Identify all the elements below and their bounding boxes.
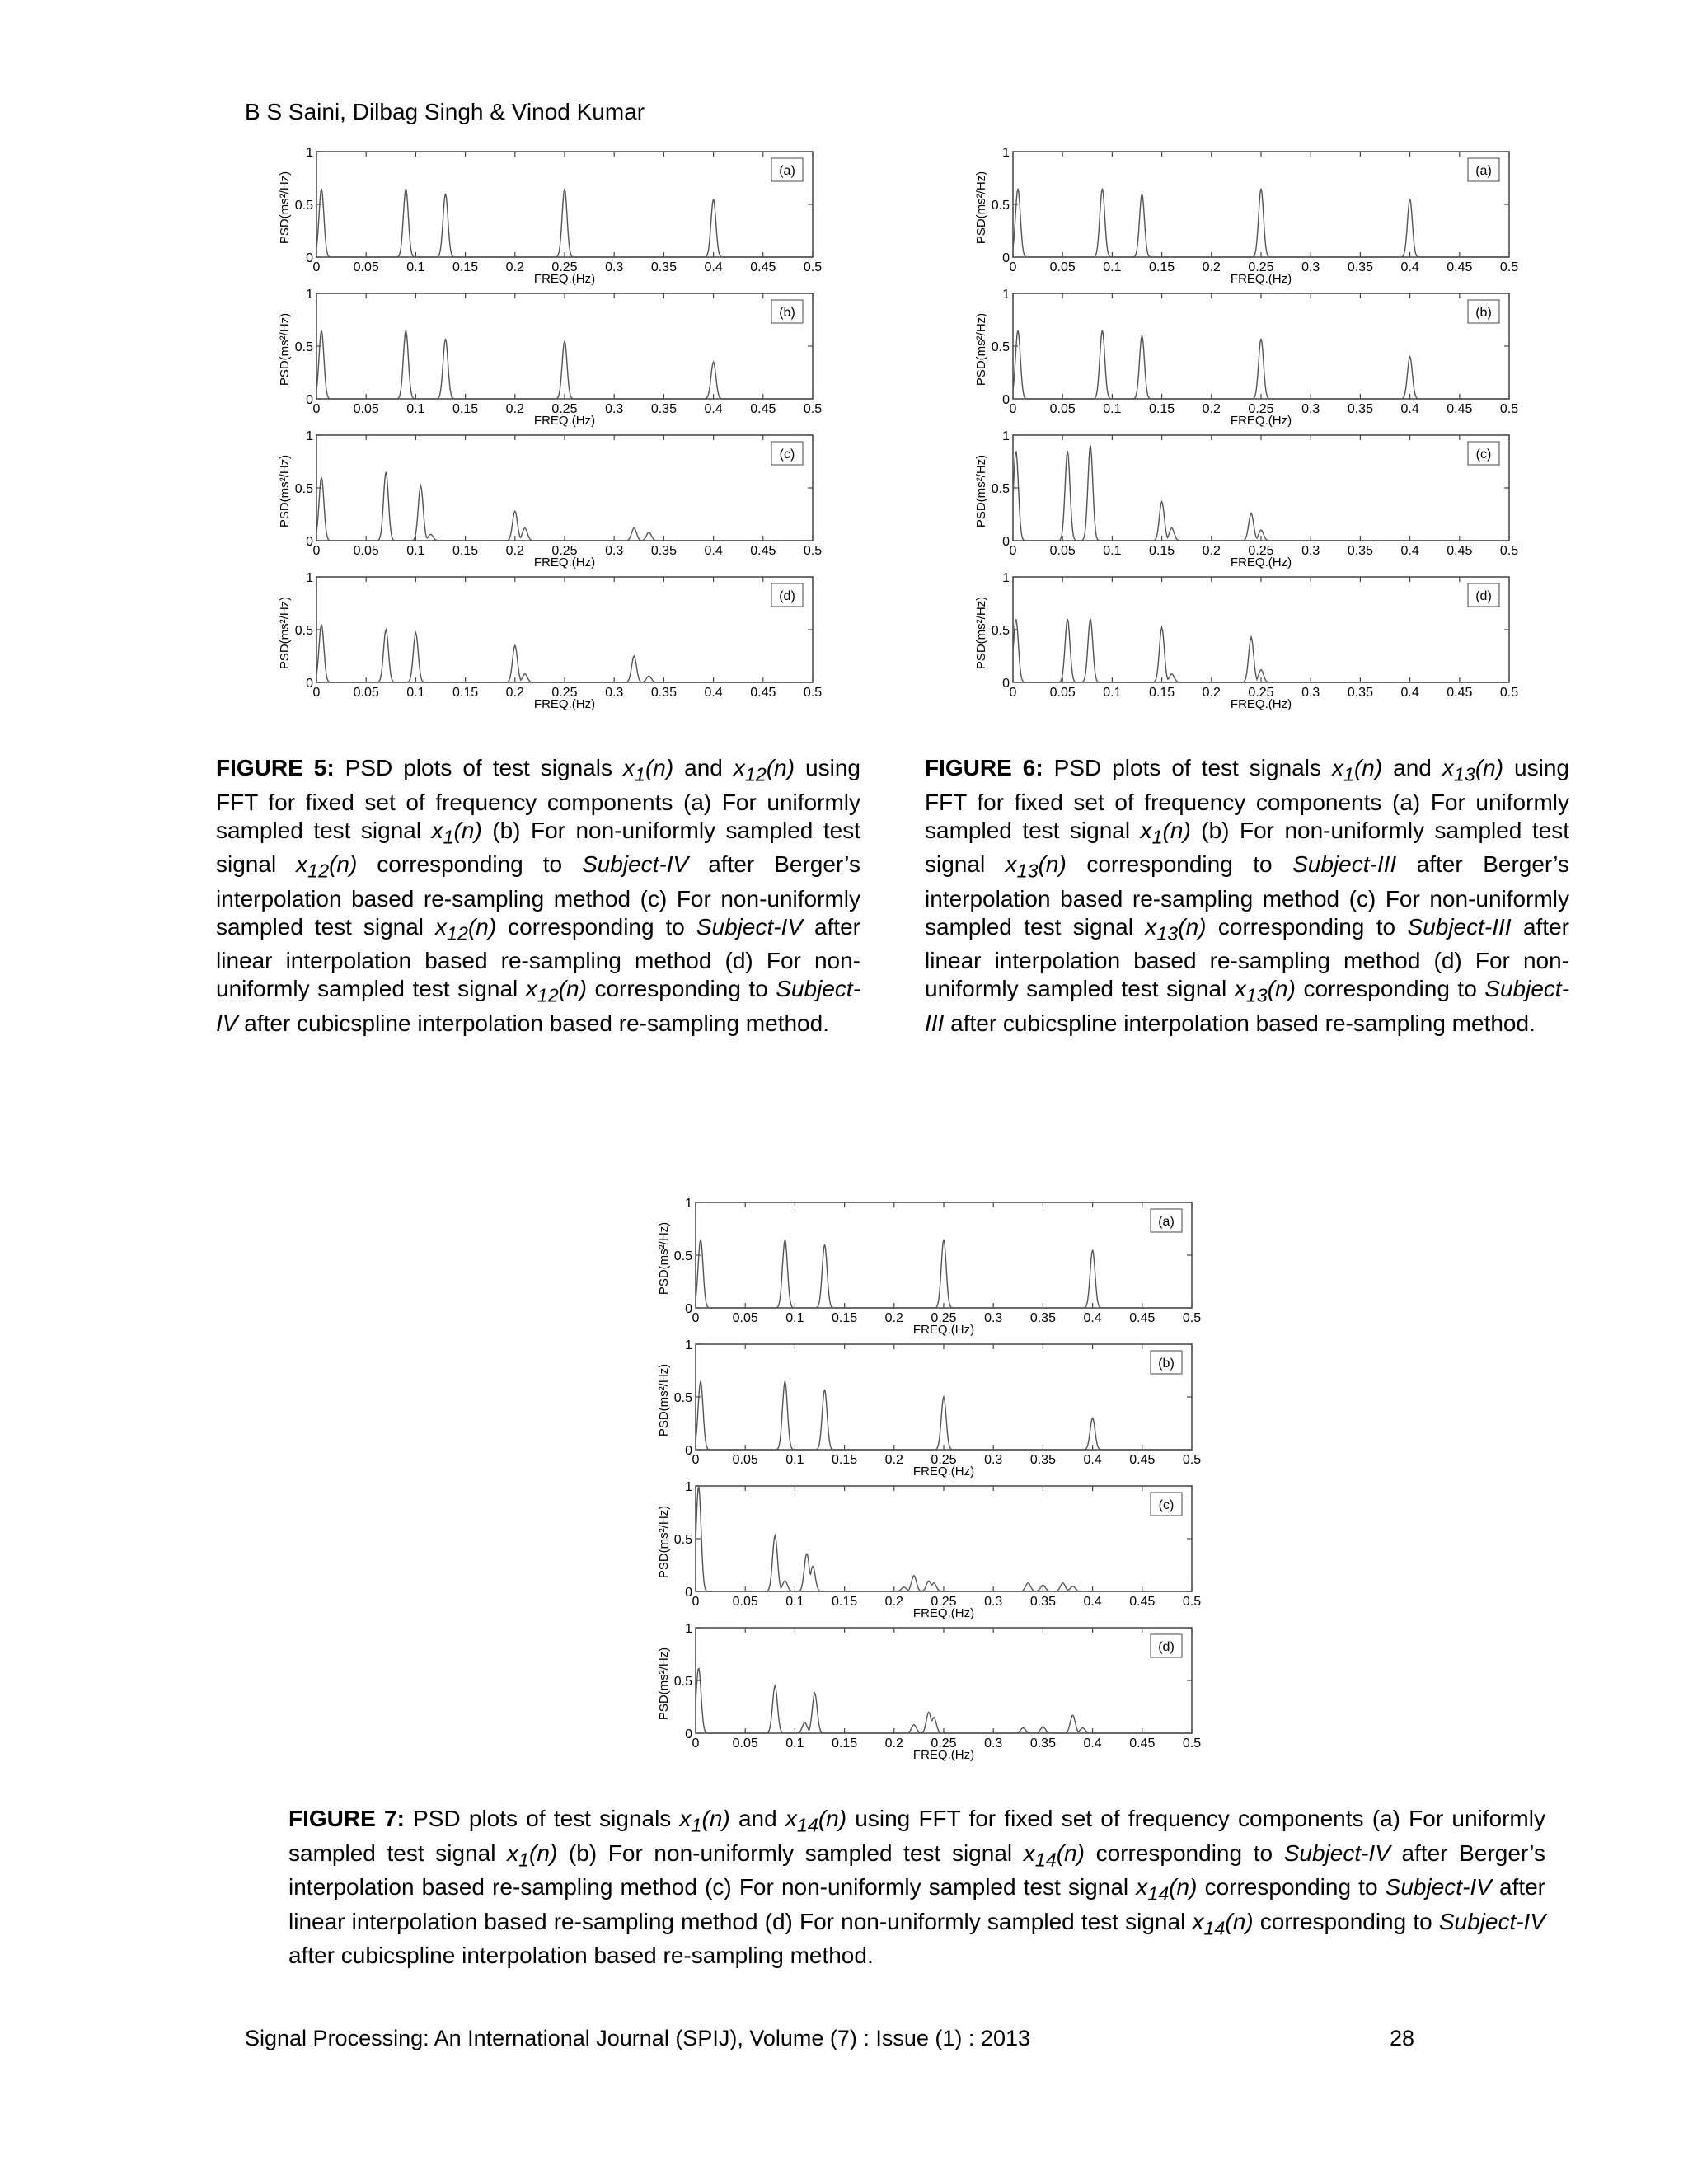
y-tick-label: 1	[1002, 429, 1010, 443]
panel-label: (d)	[1475, 589, 1492, 603]
x-tick-label: 0.15	[452, 260, 479, 274]
figure-5-label: FIGURE 5:	[216, 755, 335, 780]
x-tick-label: 0.05	[1049, 686, 1076, 700]
y-tick-label: 1	[306, 288, 313, 302]
psd-series-line	[1013, 189, 1509, 257]
x-tick-label: 0.45	[750, 686, 776, 700]
plot-frame	[696, 1628, 1192, 1733]
psd-series-line	[1013, 330, 1509, 399]
y-tick-label: 1	[685, 1197, 692, 1211]
x-tick-label: 0.3	[984, 1311, 1003, 1325]
y-tick-label: 0.5	[294, 482, 313, 496]
y-tick-label: 0	[685, 1302, 692, 1316]
x-tick-label: 0.45	[750, 544, 776, 558]
x-tick-label: 0.25	[1248, 686, 1274, 700]
x-tick-label: 0.4	[1400, 402, 1419, 416]
figure-5-plots	[256, 140, 823, 711]
x-tick-label: 0	[692, 1595, 700, 1609]
plot-frame	[316, 577, 813, 682]
x-tick-label: 0	[312, 260, 321, 274]
x-tick-label: 0.2	[884, 1595, 903, 1609]
psd-series-line	[316, 330, 813, 399]
x-tick-label: 0.2	[505, 260, 524, 274]
y-axis-label: PSD(ms²/Hz)	[657, 1505, 671, 1579]
y-tick-label: 0	[306, 251, 313, 265]
x-tick-label: 0.3	[984, 1595, 1003, 1609]
x-tick-label: 0	[692, 1311, 700, 1325]
y-tick-label: 1	[306, 429, 313, 443]
x-axis-label: FREQ.(Hz)	[1230, 272, 1292, 286]
x-tick-label: 0	[1009, 686, 1017, 700]
figure-7-label: FIGURE 7:	[288, 1806, 405, 1831]
x-tick-label: 0.1	[406, 260, 425, 274]
x-tick-label: 0.05	[732, 1736, 758, 1750]
figure-6-plots	[952, 140, 1519, 711]
psd-plot-fig7-c	[635, 1474, 1202, 1620]
figure-5-caption-text: PSD plots of test signals $x_1(n)$ and $x_{12}(n)$ using FFT for fixed set of frequency components (a) For uniformly sampled test signal $x_1(n)$ (b) For non-uniformly sampled test signal $x_{12}(n)$ corresponding to Subject-IV after Berger’s interpolation based re-sampling method (c) For non-uniformly sampled test signal $x_{12}(n)$ corresponding to Subject-IV after linear interpolation based re-sampling method (d) For non-uniformly sampled test signal $x_{12}(n)$ corresponding to Subject-IV after cubicspline interpolation based re-sampling method.	[216, 755, 861, 1036]
x-tick-label: 0.35	[650, 260, 677, 274]
x-tick-label: 0.25	[931, 1595, 957, 1609]
x-tick-label: 0.2	[1202, 686, 1221, 700]
y-axis-label: PSD(ms²/Hz)	[974, 454, 988, 528]
psd-plot-fig7-b	[635, 1333, 1202, 1479]
x-tick-label: 0	[312, 544, 321, 558]
x-tick-label: 0.2	[884, 1453, 903, 1467]
y-axis-label: PSD(ms²/Hz)	[278, 596, 292, 670]
y-tick-label: 0	[306, 535, 313, 549]
x-axis-label: FREQ.(Hz)	[533, 697, 596, 711]
panel-label: (b)	[1158, 1357, 1175, 1371]
y-tick-label: 0.5	[991, 199, 1010, 213]
y-axis-label: PSD(ms²/Hz)	[974, 312, 988, 387]
x-tick-label: 0.4	[704, 402, 723, 416]
y-tick-label: 0.5	[294, 624, 313, 638]
x-tick-label: 0.45	[1447, 260, 1473, 274]
y-axis-label: PSD(ms²/Hz)	[278, 454, 292, 528]
x-tick-label: 0.05	[353, 402, 379, 416]
psd-series-line	[1013, 619, 1509, 682]
psd-plot-fig5-d	[256, 565, 823, 711]
x-tick-label: 0.1	[1103, 686, 1122, 700]
x-tick-label: 0	[312, 686, 321, 700]
figure-6-caption	[925, 754, 1569, 1038]
y-tick-label: 0	[1002, 251, 1010, 265]
x-axis-label: FREQ.(Hz)	[912, 1323, 975, 1337]
y-tick-label: 0.5	[294, 340, 313, 354]
panel-label: (b)	[1475, 306, 1492, 320]
x-tick-label: 0.4	[1083, 1736, 1102, 1750]
x-tick-label: 0.2	[505, 544, 524, 558]
x-axis-label: FREQ.(Hz)	[912, 1748, 975, 1762]
x-tick-label: 0	[692, 1736, 700, 1750]
x-tick-label: 0.5	[1182, 1595, 1202, 1609]
y-axis-label: PSD(ms²/Hz)	[657, 1363, 671, 1437]
psd-series-line	[1013, 447, 1509, 541]
x-tick-label: 0.1	[785, 1736, 804, 1750]
x-tick-label: 0.35	[1029, 1453, 1056, 1467]
y-tick-label: 0	[306, 393, 313, 407]
x-tick-label: 0.35	[650, 402, 677, 416]
plot-frame	[1013, 577, 1509, 682]
x-tick-label: 0.3	[1301, 544, 1320, 558]
x-tick-label: 0.35	[1347, 686, 1373, 700]
panel-label: (b)	[779, 306, 795, 320]
x-tick-label: 0.25	[551, 544, 578, 558]
figure-5-caption	[216, 754, 860, 1038]
x-tick-label: 0.1	[406, 544, 425, 558]
x-tick-label: 0.2	[505, 686, 524, 700]
plot-frame	[696, 1202, 1192, 1308]
x-tick-label: 0.15	[452, 686, 479, 700]
panel-label: (a)	[779, 164, 795, 178]
x-tick-label: 0.3	[984, 1453, 1003, 1467]
x-tick-label: 0.1	[1103, 402, 1122, 416]
psd-series-line	[696, 1668, 1192, 1733]
y-tick-label: 1	[306, 146, 313, 160]
x-tick-label: 0.1	[1103, 260, 1122, 274]
y-axis-label: PSD(ms²/Hz)	[278, 312, 292, 387]
y-tick-label: 1	[1002, 146, 1010, 160]
psd-series-line	[696, 1487, 1192, 1591]
psd-plot-fig6-b	[952, 282, 1519, 428]
x-tick-label: 0.4	[1400, 686, 1419, 700]
x-tick-label: 0.05	[1049, 402, 1076, 416]
x-tick-label: 0.4	[1083, 1453, 1102, 1467]
y-tick-label: 0	[1002, 393, 1010, 407]
panel-label: (a)	[1475, 164, 1492, 178]
x-tick-label: 0.35	[1029, 1311, 1056, 1325]
y-tick-label: 0.5	[294, 199, 313, 213]
x-tick-label: 0.25	[931, 1453, 957, 1467]
running-header: B S Saini, Dilbag Singh & Vinod Kumar	[245, 99, 645, 124]
figure-7-plots	[635, 1191, 1202, 1762]
figure-7-caption-text: PSD plots of test signals $x_1(n)$ and $x_{14}(n)$ using FFT for fixed set of frequency components (a) For uniformly sampled test signal $x_1(n)$ (b) For non-uniformly sampled test signal $x_{14}(n)$ corresponding to Subject-IV after Berger’s interpolation based re-sampling method (c) For non-uniformly sampled test signal $x_{14}(n)$ corresponding to Subject-IV after linear interpolation based re-sampling method (d) For non-uniformly sampled test signal $x_{14}(n)$ corresponding to Subject-IV after cubicspline interpolation based re-sampling method.	[288, 1806, 1546, 1969]
x-tick-label: 0	[1009, 260, 1017, 274]
y-tick-label: 0	[306, 677, 313, 691]
x-tick-label: 0.4	[704, 686, 723, 700]
x-tick-label: 0.1	[406, 402, 425, 416]
x-axis-label: FREQ.(Hz)	[1230, 414, 1292, 428]
x-tick-label: 0.45	[1129, 1595, 1156, 1609]
y-tick-label: 0.5	[991, 482, 1010, 496]
x-tick-label: 0.2	[884, 1311, 903, 1325]
x-tick-label: 0.15	[1149, 260, 1175, 274]
plot-frame	[696, 1486, 1192, 1591]
y-tick-label: 0.5	[673, 1249, 692, 1263]
x-axis-label: FREQ.(Hz)	[912, 1606, 975, 1620]
x-tick-label: 0.5	[1182, 1311, 1202, 1325]
x-tick-label: 0.15	[1149, 544, 1175, 558]
y-axis-label: PSD(ms²/Hz)	[657, 1221, 671, 1296]
x-tick-label: 0.05	[353, 260, 379, 274]
psd-plot-fig5-b	[256, 282, 823, 428]
x-tick-label: 0.45	[1447, 544, 1473, 558]
x-tick-label: 0.2	[1202, 544, 1221, 558]
x-tick-label: 0.15	[832, 1595, 858, 1609]
x-tick-label: 0.3	[605, 402, 624, 416]
x-tick-label: 0.4	[1083, 1311, 1102, 1325]
x-tick-label: 0	[312, 402, 321, 416]
psd-plot-fig5-c	[256, 424, 823, 569]
x-tick-label: 0.05	[732, 1311, 758, 1325]
x-tick-label: 0.3	[1301, 260, 1320, 274]
plot-frame	[316, 152, 813, 257]
y-tick-label: 0	[1002, 535, 1010, 549]
x-tick-label: 0.15	[832, 1311, 858, 1325]
y-tick-label: 1	[685, 1480, 692, 1494]
x-tick-label: 0.05	[732, 1595, 758, 1609]
x-tick-label: 0.25	[1248, 402, 1274, 416]
x-tick-label: 0.4	[1083, 1595, 1102, 1609]
x-tick-label: 0.35	[650, 544, 677, 558]
x-axis-label: FREQ.(Hz)	[533, 414, 596, 428]
x-tick-label: 0.25	[1248, 544, 1274, 558]
psd-plot-fig6-c	[952, 424, 1519, 569]
footer-page-number: 28	[1390, 2026, 1415, 2050]
x-axis-label: FREQ.(Hz)	[533, 555, 596, 569]
x-tick-label: 0.15	[1149, 402, 1175, 416]
psd-plot-fig6-d	[952, 565, 1519, 711]
y-tick-label: 0.5	[673, 1391, 692, 1405]
x-tick-label: 0.4	[704, 544, 723, 558]
x-tick-label: 0.5	[803, 686, 823, 700]
x-tick-label: 0.05	[353, 686, 379, 700]
x-axis-label: FREQ.(Hz)	[1230, 697, 1292, 711]
panel-label: (d)	[1158, 1640, 1175, 1654]
y-axis-label: PSD(ms²/Hz)	[974, 171, 988, 245]
x-tick-label: 0.3	[605, 686, 624, 700]
x-tick-label: 0.5	[1499, 260, 1519, 274]
x-tick-label: 0.1	[1103, 544, 1122, 558]
x-tick-label: 0.05	[1049, 260, 1076, 274]
x-tick-label: 0.45	[1129, 1736, 1156, 1750]
x-tick-label: 0.2	[884, 1736, 903, 1750]
x-tick-label: 0.15	[452, 544, 479, 558]
x-tick-label: 0.1	[785, 1595, 804, 1609]
figure-7-caption	[288, 1805, 1545, 1970]
y-tick-label: 1	[306, 571, 313, 585]
x-tick-label: 0.5	[1499, 544, 1519, 558]
x-tick-label: 0.35	[1347, 544, 1373, 558]
y-tick-label: 0	[685, 1586, 692, 1600]
x-tick-label: 0.35	[1347, 402, 1373, 416]
psd-plot-fig7-d	[635, 1616, 1202, 1762]
x-tick-label: 0.25	[931, 1311, 957, 1325]
y-tick-label: 0.5	[673, 1675, 692, 1689]
plot-frame	[316, 435, 813, 541]
x-tick-label: 0	[1009, 544, 1017, 558]
y-tick-label: 0.5	[991, 624, 1010, 638]
y-tick-label: 0	[685, 1444, 692, 1458]
y-tick-label: 1	[685, 1622, 692, 1636]
x-tick-label: 0.4	[1400, 544, 1419, 558]
x-tick-label: 0.1	[785, 1453, 804, 1467]
x-tick-label: 0.5	[1499, 686, 1519, 700]
x-tick-label: 0.3	[1301, 402, 1320, 416]
x-tick-label: 0.05	[732, 1453, 758, 1467]
x-tick-label: 0.05	[1049, 544, 1076, 558]
x-tick-label: 0.15	[832, 1453, 858, 1467]
panel-label: (a)	[1158, 1215, 1175, 1229]
panel-label: (d)	[779, 589, 795, 603]
x-tick-label: 0.5	[1182, 1453, 1202, 1467]
x-tick-label: 0.45	[1447, 686, 1473, 700]
x-tick-label: 0.15	[832, 1736, 858, 1750]
psd-series-line	[696, 1381, 1192, 1450]
y-tick-label: 0	[685, 1727, 692, 1741]
x-tick-label: 0.45	[750, 402, 776, 416]
psd-plot-fig5-a	[256, 140, 823, 286]
x-tick-label: 0.5	[803, 260, 823, 274]
x-tick-label: 0.45	[1129, 1453, 1156, 1467]
y-axis-label: PSD(ms²/Hz)	[974, 596, 988, 670]
psd-series-line	[316, 189, 813, 257]
y-tick-label: 0.5	[673, 1533, 692, 1547]
panel-label: (c)	[1475, 448, 1492, 462]
x-tick-label: 0.45	[750, 260, 776, 274]
y-tick-label: 1	[1002, 288, 1010, 302]
x-tick-label: 0.3	[605, 544, 624, 558]
psd-plot-fig7-a	[635, 1191, 1202, 1337]
psd-series-line	[316, 625, 813, 682]
psd-series-line	[316, 472, 813, 541]
x-tick-label: 0.25	[551, 402, 578, 416]
y-axis-label: PSD(ms²/Hz)	[278, 171, 292, 245]
plot-frame	[316, 293, 813, 399]
x-tick-label: 0.3	[605, 260, 624, 274]
x-tick-label: 0.35	[650, 686, 677, 700]
figure-6-label: FIGURE 6:	[925, 755, 1043, 780]
x-tick-label: 0.4	[704, 260, 723, 274]
x-tick-label: 0.15	[1149, 686, 1175, 700]
panel-label: (c)	[779, 448, 795, 462]
y-tick-label: 0	[1002, 677, 1010, 691]
x-tick-label: 0	[1009, 402, 1017, 416]
y-tick-label: 0.5	[991, 340, 1010, 354]
x-tick-label: 0.05	[353, 544, 379, 558]
x-tick-label: 0.1	[785, 1311, 804, 1325]
x-tick-label: 0.5	[1499, 402, 1519, 416]
footer-journal: Signal Processing: An International Journal (SPIJ), Volume (7) : Issue (1) : 2013	[245, 2026, 1030, 2050]
x-tick-label: 0.1	[406, 686, 425, 700]
x-tick-label: 0	[692, 1453, 700, 1467]
x-tick-label: 0.5	[803, 544, 823, 558]
x-tick-label: 0.35	[1029, 1595, 1056, 1609]
y-axis-label: PSD(ms²/Hz)	[657, 1647, 671, 1721]
panel-label: (c)	[1158, 1498, 1175, 1512]
x-tick-label: 0.2	[1202, 260, 1221, 274]
x-tick-label: 0.45	[1447, 402, 1473, 416]
x-tick-label: 0.5	[1182, 1736, 1202, 1750]
x-tick-label: 0.2	[1202, 402, 1221, 416]
x-tick-label: 0.3	[1301, 686, 1320, 700]
x-tick-label: 0.4	[1400, 260, 1419, 274]
figure-6-caption-text: PSD plots of test signals $x_1(n)$ and $x_{13}(n)$ using FFT for fixed set of frequency components (a) For uniformly sampled test signal $x_1(n)$ (b) For non-uniformly sampled test signal $x_{13}(n)$ corresponding to Subject-III after Berger’s interpolation based re-sampling method (c) For non-uniformly sampled test signal $x_{13}(n)$ corresponding to Subject-III after linear interpolation based re-sampling method (d) For non-uniformly sampled test signal $x_{13}(n)$ corresponding to Subject-III after cubicspline interpolation based re-sampling method.	[925, 755, 1570, 1036]
x-tick-label: 0.45	[1129, 1311, 1156, 1325]
y-tick-label: 1	[685, 1338, 692, 1352]
x-tick-label: 0.25	[551, 686, 578, 700]
x-tick-label: 0.35	[1347, 260, 1373, 274]
x-tick-label: 0.35	[1029, 1736, 1056, 1750]
x-axis-label: FREQ.(Hz)	[533, 272, 596, 286]
plot-frame	[1013, 152, 1509, 257]
plot-frame	[1013, 293, 1509, 399]
x-tick-label: 0.2	[505, 402, 524, 416]
x-axis-label: FREQ.(Hz)	[912, 1465, 975, 1479]
x-tick-label: 0.25	[1248, 260, 1274, 274]
psd-plot-fig6-a	[952, 140, 1519, 286]
x-tick-label: 0.3	[984, 1736, 1003, 1750]
y-tick-label: 1	[1002, 571, 1010, 585]
x-tick-label: 0.25	[551, 260, 578, 274]
x-tick-label: 0.25	[931, 1736, 957, 1750]
x-axis-label: FREQ.(Hz)	[1230, 555, 1292, 569]
x-tick-label: 0.5	[803, 402, 823, 416]
psd-series-line	[696, 1240, 1192, 1308]
x-tick-label: 0.15	[452, 402, 479, 416]
